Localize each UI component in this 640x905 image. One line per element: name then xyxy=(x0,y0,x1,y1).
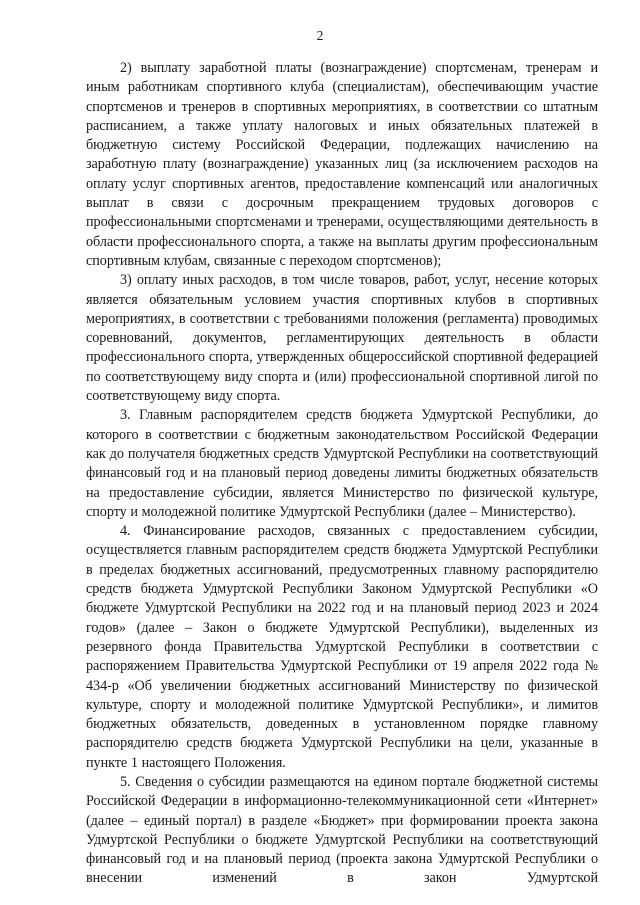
paragraph-salary-payment: 2) выплату заработной платы (вознаграждение) спортсменам, тренерам и иным работникам спортивного клуба (специалистам), обеспечивающим участие спортсменов и тренеров в спортивных мероприятиях, в соответствии со штатным расписанием, а также уплату налоговых и иных обязательных платежей в бюджетную систему Российской Федерации, подлежащих начислению на заработную плату (вознаграждение) указанных лиц (за исключением расходов на оплату услуг спортивных агентов, предоставление компенсаций или аналогичных выплат в связи с досрочным прекращением трудовых договоров с профессиональными спортсменами и тренерами, осуществляющими деятельность в области профессионального спорта, а также на выплаты другим профессиональным спортивным клубам, связанные с переходом спортсменов); xyxy=(86,60,598,269)
paragraph-other-expenses: 3) оплату иных расходов, в том числе товаров, работ, услуг, несение которых является обязательным условием участия спортивных клубов в спортивных мероприятиях, в соответствии с требованиями положения (регламента) проводимых соревнований, документов, регламентирующих деятельность в области профессионального спорта, утвержденных общероссийской спортивной федерацией по соответствующему виду спорта и (или) профессиональной спортивной лигой по соответствующему виду спорта. xyxy=(86,272,598,405)
paragraph-financing: 4. Финансирование расходов, связанных с предоставлением субсидии, осуществляется главным распорядителем средств бюджета Удмуртской Республики в пределах бюджетных ассигнований, предусмотренных главному распорядителю средств бюджета Удмуртской Республики Законом Удмуртской Республики «О бюджете Удмуртской Республики на 2022 год и на плановый период 2023 и 2024 годов» (далее – Закон о бюджете Удмуртской Республики), выделенных из резервного фонда Правительства Удмуртской Республики в соответствии с распоряжением Правительства Удмуртской Республики от 19 апреля 2022 года № 434-р «Об увеличении бюджетных ассигнований Министерству по физической культуре, спорту и молодежной политике Удмуртской Республики», и лимитов бюджетных обязательств, доведенных в установленном порядке главному распорядителю средств бюджета Удмуртской Республики на цели, указанные в пункте 1 настоящего Положения. xyxy=(86,523,598,771)
document-body xyxy=(86,59,598,889)
paragraph-subsidy-information: 5. Сведения о субсидии размещаются на едином портале бюджетной системы Российской Федерации в информационно-телекоммуникационной сети «Интернет» (далее – единый портал) в разделе «Бюджет» при формировании проекта закона Удмуртской Республики о бюджете Удмуртской Республики на соответствующий финансовый год и на плановый период (проекта закона Удмуртской Республики о внесении изменений в закон Удмуртской xyxy=(86,773,598,887)
paragraph-main-administrator: 3. Главным распорядителем средств бюджета Удмуртской Республики, до которого в соответствии с бюджетным законодательством Российской Федерации как до получателя бюджетных средств Удмуртской Республики на соответствующий финансовый год и на плановый период доведены лимиты бюджетных обязательств на предоставление субсидии, является Министерство по физической культуре, спорту и молодежной политике Удмуртской Республики (далее – Министерство). xyxy=(86,407,598,520)
page-number: 2 xyxy=(316,28,324,43)
